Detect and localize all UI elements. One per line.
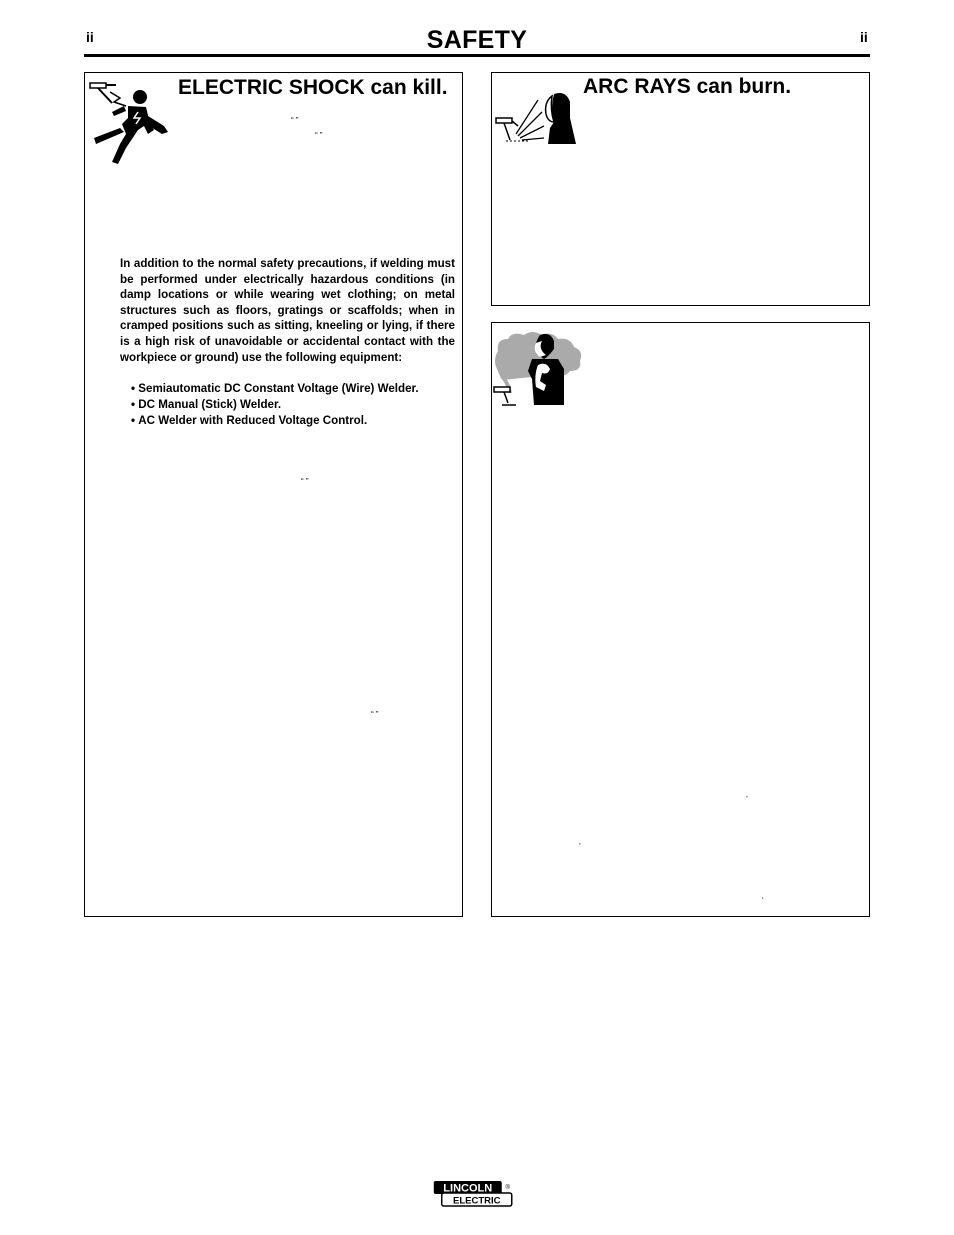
logo-text-bottom: ELECTRIC <box>453 1195 501 1207</box>
apostrophe-mark: ’ <box>746 795 748 804</box>
page-title: SAFETY <box>426 26 528 54</box>
quote-mark: “ ” <box>291 116 299 125</box>
equipment-list <box>131 381 461 429</box>
page-number-right: ii <box>860 29 868 45</box>
arc-rays-title: ARC RAYS can burn. <box>583 75 792 98</box>
apostrophe-mark: ’ <box>579 842 581 851</box>
list-item: • AC Welder with Reduced Voltage Control. <box>131 413 461 429</box>
list-item: • Semiautomatic DC Constant Voltage (Wire) Welder. <box>131 381 461 397</box>
arc-rays-icon <box>494 88 580 148</box>
quote-mark: “ ” <box>371 710 379 719</box>
lincoln-electric-logo <box>433 1180 513 1208</box>
apostrophe-mark: ‘ <box>762 896 764 905</box>
logo-text-top: LINCOLN <box>443 1182 493 1195</box>
hazardous-conditions-paragraph: In addition to the normal safety precautions, if welding must be performed under electrically hazardous conditions (in damp locations or while wearing wet clothing; on metal structures such as floors, gratings or scaffolds; when in cramped positions such as sitting, kneeling or lying, if there is a high risk of unavoidable or accidental contact with the workpiece or ground) use the following equipment: <box>120 257 455 364</box>
quote-mark: “ ” <box>315 131 323 140</box>
electric-shock-box <box>84 72 463 917</box>
quote-mark: “ ” <box>301 477 309 486</box>
fumes-box <box>491 322 870 917</box>
fumes-icon <box>492 329 584 409</box>
electric-shock-icon <box>88 78 172 168</box>
registered-mark: ® <box>505 1185 510 1191</box>
header-rule <box>84 54 870 57</box>
list-item: • DC Manual (Stick) Welder. <box>131 397 461 413</box>
page-number-left: ii <box>86 29 94 45</box>
electric-shock-title: ELECTRIC SHOCK can kill. <box>178 76 448 99</box>
